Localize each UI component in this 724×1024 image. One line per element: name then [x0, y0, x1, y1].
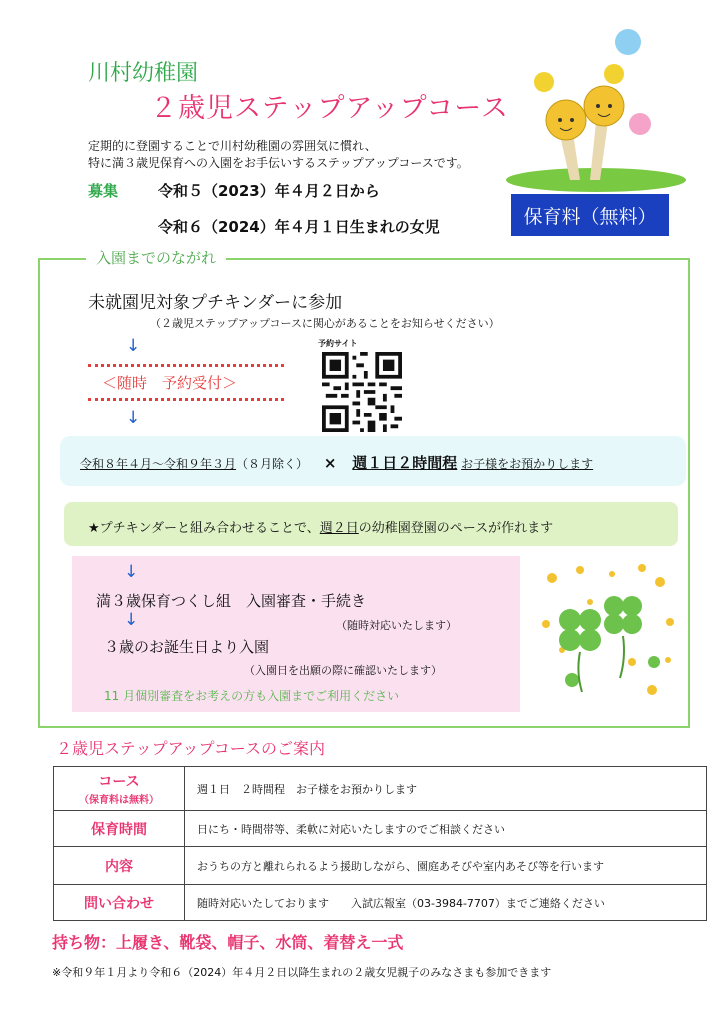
row-label: 保育時間	[54, 811, 185, 847]
row-label-text: コース	[98, 774, 140, 790]
belongings: 持ち物：上履き、靴袋、帽子、水筒、着替え一式	[52, 933, 404, 952]
intro-line-1: 定期的に登園することで川村幼稚園の雰囲気に慣れ、	[88, 139, 377, 153]
period-frequency: 週１日２時間程	[352, 454, 458, 472]
period-tail: お子様をお預かりします	[461, 457, 594, 471]
intro-line-2: 特に満３歳児保育への入園をお手伝いするステップアップコースです。	[88, 156, 469, 170]
dotted-divider-top	[88, 364, 284, 367]
dotted-divider-bottom	[88, 398, 284, 401]
row-label-sub: （保育料は無料）	[79, 795, 159, 806]
intro-text	[88, 138, 469, 172]
period-range: 令和８年４月〜令和９年３月	[80, 457, 237, 471]
enrollment-note: 11 月個別審査をお考えの方も入園までご利用ください	[104, 689, 400, 703]
recruit-label: 募集	[88, 182, 119, 200]
qr-label: 予約サイト	[318, 339, 358, 348]
clover-illustration-icon	[532, 562, 682, 702]
row-value: 週１日 ２時間程 お子様をお預かりします	[185, 767, 707, 811]
kids-illustration-icon	[500, 24, 696, 196]
table-row	[54, 847, 707, 885]
times-sign: ×	[323, 454, 337, 472]
school-name: 川村幼稚園	[88, 61, 199, 86]
row-value: 随時対応いたしております 入試広報室（03-3984-7707）までご連絡ください	[185, 885, 707, 921]
combo-post: の幼稚園登園のペースが作れます	[358, 521, 554, 536]
anytime-reservation: ＜随時 予約受付＞	[102, 374, 238, 392]
qr-code-icon[interactable]	[322, 352, 402, 432]
table-row	[54, 885, 707, 921]
row-value: おうちの方と離れられるよう援助しながら、園庭あそびや室内あそび等を行います	[185, 847, 707, 885]
enrollment-step-2: ３歳のお誕生日より入園	[104, 638, 270, 656]
down-arrow-icon: ↓	[126, 336, 141, 356]
row-label: 内容	[54, 847, 185, 885]
guide-title: ２歳児ステップアップコースのご案内	[56, 739, 325, 758]
period-exclusion: （８月除く）	[236, 457, 309, 471]
down-arrow-icon: ↓	[126, 408, 141, 428]
down-arrow-icon: ↓	[124, 562, 139, 582]
row-value: 日にち・時間帯等、柔軟に対応いたしますのでご相談ください	[185, 811, 707, 847]
flow-step-1-sub: （２歳児ステップアップコースに関心があることをお知らせください）	[150, 317, 500, 330]
combo-text	[88, 517, 553, 536]
flow-step-1: 未就園児対象プチキンダーに参加	[88, 293, 343, 313]
course-title: ２歳児ステップアップコース	[150, 93, 509, 124]
combo-pre: ★プチキンダーと組み合わせることで、	[88, 521, 320, 536]
period-text	[80, 452, 593, 473]
row-label: 問い合わせ	[54, 885, 185, 921]
down-arrow-icon: ↓	[124, 610, 139, 630]
recruit-line-1: 令和５（2023）年４月２日から	[158, 182, 380, 200]
enrollment-step-2-sub: （入園日を出願の際に確認いたします）	[244, 664, 442, 677]
footer-note: ※令和９年１月より令和６（2024）年４月２日以降生まれの２歳女児親子のみなさまも参加できます	[52, 966, 552, 979]
table-row	[54, 811, 707, 847]
fee-badge: 保育料（無料）	[511, 194, 669, 236]
row-label	[54, 767, 185, 811]
enrollment-step-1: 満３歳保育つくし組 入園審査・手続き	[96, 592, 367, 610]
enrollment-step-1-sub: （随時対応いたします）	[336, 619, 457, 632]
table-row	[54, 767, 707, 811]
guide-table	[53, 766, 707, 921]
flow-title: 入園までのながれ	[86, 247, 226, 268]
recruit-line-2: 令和６（2024）年４月１日生まれの女児	[158, 218, 440, 236]
combo-days: 週２日	[319, 521, 359, 536]
